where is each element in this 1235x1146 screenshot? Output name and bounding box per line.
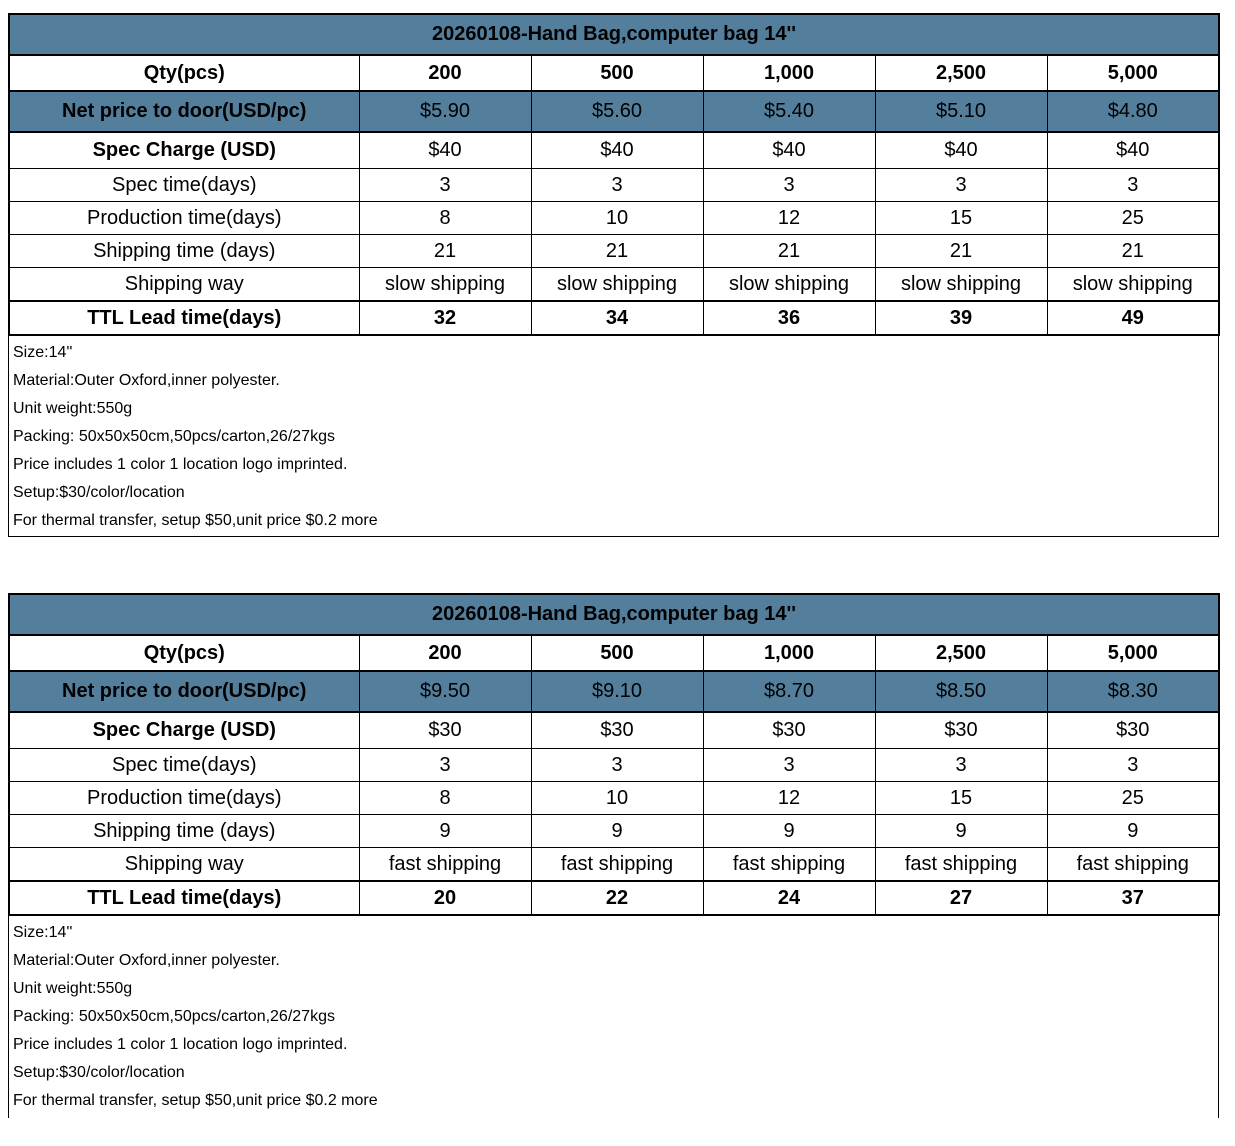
label-ttl-lead-time: TTL Lead time(days) <box>9 881 359 915</box>
note-line: Unit weight:550g <box>13 400 133 417</box>
value-cell: 3 <box>359 169 531 202</box>
table-row <box>9 301 1219 335</box>
table-row <box>9 635 1219 671</box>
note-line: Unit weight:550g <box>13 980 133 997</box>
value-cell: 9 <box>531 815 703 848</box>
value-cell: fast shipping <box>531 848 703 882</box>
label-net-price: Net price to door(USD/pc) <box>9 671 359 712</box>
value-cell: 34 <box>531 301 703 335</box>
value-cell: 500 <box>531 55 703 91</box>
value-cell: 1,000 <box>703 635 875 671</box>
value-cell: 49 <box>1047 301 1219 335</box>
value-cell: fast shipping <box>875 848 1047 882</box>
value-cell: $30 <box>703 712 875 749</box>
value-cell: $8.50 <box>875 671 1047 712</box>
label-spec-time: Spec time(days) <box>9 749 359 782</box>
value-cell: $5.40 <box>703 91 875 132</box>
value-cell: $30 <box>531 712 703 749</box>
label-qty: Qty(pcs) <box>9 635 359 671</box>
table-row <box>9 202 1219 235</box>
value-cell: 500 <box>531 635 703 671</box>
value-cell: 9 <box>359 815 531 848</box>
value-cell: fast shipping <box>359 848 531 882</box>
table-row <box>9 881 1219 915</box>
value-cell: fast shipping <box>703 848 875 882</box>
value-cell: 2,500 <box>875 635 1047 671</box>
table-row <box>9 55 1219 91</box>
value-cell: 32 <box>359 301 531 335</box>
value-cell: 10 <box>531 782 703 815</box>
value-cell: slow shipping <box>875 268 1047 302</box>
note-line: Size:14'' <box>13 924 73 941</box>
label-production-time: Production time(days) <box>9 202 359 235</box>
value-cell: slow shipping <box>531 268 703 302</box>
value-cell: 3 <box>703 169 875 202</box>
table-row <box>9 749 1219 782</box>
value-cell: $40 <box>1047 132 1219 169</box>
value-cell: 9 <box>703 815 875 848</box>
value-cell: fast shipping <box>1047 848 1219 882</box>
label-shipping-time: Shipping time (days) <box>9 815 359 848</box>
table-row <box>9 14 1219 55</box>
table-row <box>9 169 1219 202</box>
value-cell: 3 <box>703 749 875 782</box>
value-cell: 9 <box>875 815 1047 848</box>
value-cell: $9.10 <box>531 671 703 712</box>
label-spec-charge: Spec Charge (USD) <box>9 712 359 749</box>
value-cell: slow shipping <box>1047 268 1219 302</box>
value-cell: $8.30 <box>1047 671 1219 712</box>
value-cell: $9.50 <box>359 671 531 712</box>
note-line: Setup:$30/color/location <box>13 484 185 501</box>
value-cell: 2,500 <box>875 55 1047 91</box>
table-row <box>9 268 1219 302</box>
value-cell: 20 <box>359 881 531 915</box>
note-line: Setup:$30/color/location <box>13 1064 185 1081</box>
value-cell: 21 <box>875 235 1047 268</box>
note-line: Packing: 50x50x50cm,50pcs/carton,26/27kgs <box>13 428 335 445</box>
value-cell: $30 <box>359 712 531 749</box>
value-cell: 15 <box>875 782 1047 815</box>
value-cell: 9 <box>1047 815 1219 848</box>
value-cell: 10 <box>531 202 703 235</box>
value-cell: 8 <box>359 782 531 815</box>
label-spec-time: Spec time(days) <box>9 169 359 202</box>
value-cell: 3 <box>531 169 703 202</box>
pricing-table-fast-shipping <box>8 593 1220 916</box>
value-cell: $40 <box>531 132 703 169</box>
pricing-table-slow-shipping <box>8 13 1220 336</box>
note-line: Packing: 50x50x50cm,50pcs/carton,26/27kgs <box>13 1008 335 1025</box>
table-row <box>9 671 1219 712</box>
value-cell: 36 <box>703 301 875 335</box>
value-cell: 3 <box>359 749 531 782</box>
table-row <box>9 815 1219 848</box>
value-cell: 15 <box>875 202 1047 235</box>
spacer <box>8 537 1235 593</box>
label-production-time: Production time(days) <box>9 782 359 815</box>
label-ttl-lead-time: TTL Lead time(days) <box>9 301 359 335</box>
value-cell: 12 <box>703 202 875 235</box>
table-row <box>9 132 1219 169</box>
note-line: For thermal transfer, setup $50,unit price $0.2 more <box>13 1092 378 1109</box>
note-line: Material:Outer Oxford,inner polyester. <box>13 372 280 389</box>
table-title: 20260108-Hand Bag,computer bag 14'' <box>9 14 1219 55</box>
value-cell: 5,000 <box>1047 635 1219 671</box>
value-cell: 3 <box>875 169 1047 202</box>
label-shipping-time: Shipping time (days) <box>9 235 359 268</box>
value-cell: 27 <box>875 881 1047 915</box>
note-line: Price includes 1 color 1 location logo imprinted. <box>13 456 348 473</box>
value-cell: 21 <box>531 235 703 268</box>
label-net-price: Net price to door(USD/pc) <box>9 91 359 132</box>
note-line: For thermal transfer, setup $50,unit price $0.2 more <box>13 512 378 529</box>
note-line: Price includes 1 color 1 location logo imprinted. <box>13 1036 348 1053</box>
table-row <box>9 594 1219 635</box>
table-title: 20260108-Hand Bag,computer bag 14'' <box>9 594 1219 635</box>
table-row <box>9 91 1219 132</box>
product-notes <box>8 336 1219 537</box>
note-line: Size:14'' <box>13 344 73 361</box>
value-cell: $8.70 <box>703 671 875 712</box>
value-cell: $40 <box>703 132 875 169</box>
value-cell: 3 <box>531 749 703 782</box>
value-cell: 25 <box>1047 782 1219 815</box>
value-cell: 21 <box>703 235 875 268</box>
label-shipping-way: Shipping way <box>9 268 359 302</box>
table-row <box>9 712 1219 749</box>
value-cell: $30 <box>875 712 1047 749</box>
value-cell: 8 <box>359 202 531 235</box>
value-cell: $5.60 <box>531 91 703 132</box>
label-shipping-way: Shipping way <box>9 848 359 882</box>
table-row <box>9 235 1219 268</box>
value-cell: slow shipping <box>359 268 531 302</box>
value-cell: 1,000 <box>703 55 875 91</box>
value-cell: $30 <box>1047 712 1219 749</box>
value-cell: 21 <box>359 235 531 268</box>
value-cell: $5.90 <box>359 91 531 132</box>
value-cell: 39 <box>875 301 1047 335</box>
value-cell: 3 <box>1047 169 1219 202</box>
value-cell: $40 <box>359 132 531 169</box>
table-row <box>9 782 1219 815</box>
value-cell: 37 <box>1047 881 1219 915</box>
value-cell: $5.10 <box>875 91 1047 132</box>
value-cell: slow shipping <box>703 268 875 302</box>
value-cell: $4.80 <box>1047 91 1219 132</box>
label-spec-charge: Spec Charge (USD) <box>9 132 359 169</box>
value-cell: 3 <box>875 749 1047 782</box>
value-cell: 200 <box>359 635 531 671</box>
value-cell: 21 <box>1047 235 1219 268</box>
value-cell: 25 <box>1047 202 1219 235</box>
note-line: Material:Outer Oxford,inner polyester. <box>13 952 280 969</box>
product-notes <box>8 916 1219 1118</box>
value-cell: 24 <box>703 881 875 915</box>
value-cell: $40 <box>875 132 1047 169</box>
table-row <box>9 848 1219 882</box>
value-cell: 5,000 <box>1047 55 1219 91</box>
value-cell: 200 <box>359 55 531 91</box>
value-cell: 12 <box>703 782 875 815</box>
value-cell: 22 <box>531 881 703 915</box>
label-qty: Qty(pcs) <box>9 55 359 91</box>
value-cell: 3 <box>1047 749 1219 782</box>
